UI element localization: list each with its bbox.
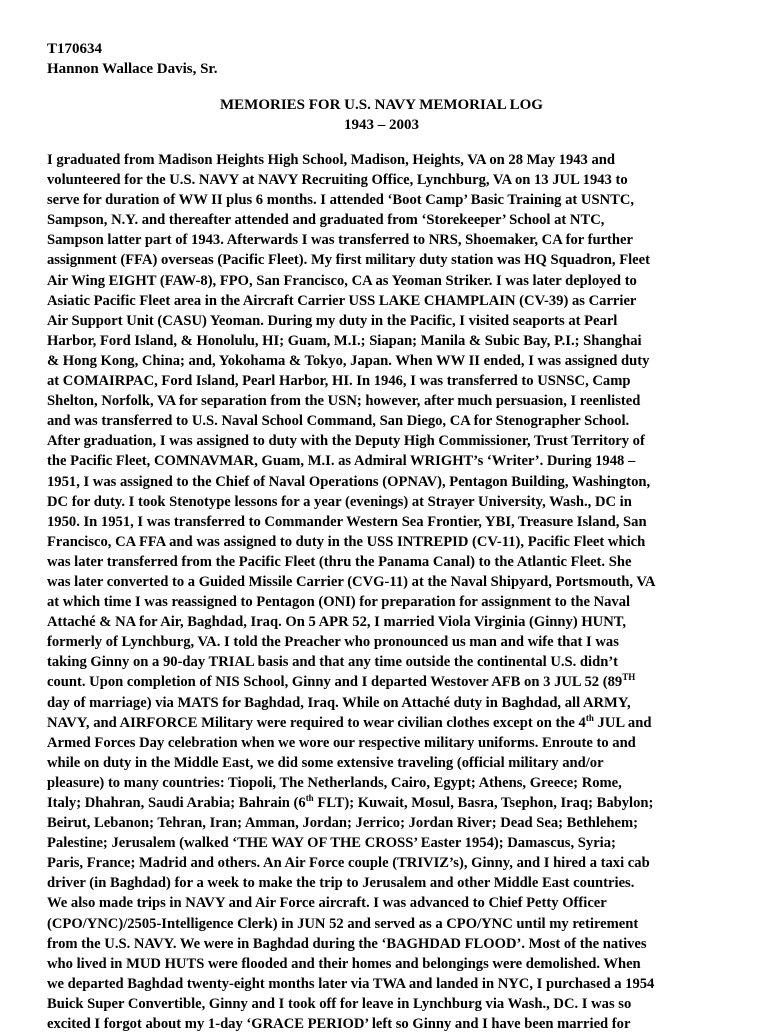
body-line-text: After graduation, I was assigned to duty with the Deputy High Commissioner, Trust Territory of [47, 433, 645, 450]
body-line [47, 612, 759, 632]
body-line-text: NAVY, and AIRFORCE Military were required to wear civilian clothes except on the 4 [47, 714, 586, 731]
body-line [47, 773, 759, 793]
body-line [47, 713, 759, 733]
body-line-text-after: FLT); Kuwait, Mosul, Basra, Tsephon, Iraq; Babylon; [313, 795, 654, 811]
body-line [47, 954, 759, 974]
body-line [47, 250, 759, 270]
body-line-text: 1950. In 1951, I was transferred to Commander Western Sea Frontier, YBI, Treasure Island, San [47, 513, 647, 530]
body-line-text: count. Upon completion of NIS School, Ginny and I departed Westover AFB on 3 JUL 52 (89 [47, 674, 623, 691]
body-line [47, 753, 759, 773]
body-line-text: Attaché & NA for Air, Baghdad, Iraq. On 5 APR 52, I married Viola Virginia (Ginny) HUNT, [47, 614, 627, 631]
body-line-text: DC for duty. I took Stenotype lessons for a year (evenings) at Strayer University, Wash., DC in [47, 493, 632, 510]
author-name: Hannon Wallace Davis, Sr. [47, 61, 218, 77]
body-line-text: formerly of Lynchburg, VA. I told the Preacher who pronounced us man and wife that I was [47, 634, 619, 651]
document-title [0, 95, 763, 135]
body-line-text: at which time I was reassigned to Pentagon (ONI) for preparation for assignment to the Naval [47, 594, 631, 611]
body-line [47, 994, 759, 1014]
body-line-text: and was transferred to U.S. Naval School Command, San Diego, CA for Stenographer School. [47, 413, 630, 430]
body-line [47, 431, 759, 451]
body-line-text: Palestine; Jerusalem (walked ‘THE WAY OF THE CROSS’ Easter 1954); Damascus, Syria; [47, 835, 616, 852]
body-line [47, 893, 759, 913]
body-line [47, 170, 759, 190]
body-line-text: excited I forgot about my 1-day ‘GRACE PERIOD’ left so Ginny and I have been married for [47, 1016, 631, 1033]
title-main: MEMORIES FOR U.S. NAVY MEMORIAL LOG [220, 97, 543, 113]
body-line [47, 572, 759, 592]
body-line [47, 331, 759, 351]
body-line [47, 451, 759, 471]
body-line-text: Air Support Unit (CASU) Yeoman. During my duty in the Pacific, I visited seaports at Pearl [47, 312, 618, 329]
body-line [47, 391, 759, 411]
record-id: T170634 [47, 41, 103, 57]
body-line-text: We also made trips in NAVY and Air Force aircraft. I was advanced to Chief Petty Officer [47, 895, 607, 912]
body-line-text: Shelton, Norfolk, VA for separation from the USN; however, after much persuasion, I reenlisted [47, 393, 641, 410]
body-line-text: was later transferred from the Pacific Fleet (thru the Panama Canal) to the Atlantic Fleet. She [47, 553, 632, 570]
body-line-text: serve for duration of WW II plus 6 months. I attended ‘Boot Camp’ Basic Training at USNTC, [47, 192, 635, 209]
body-line [47, 733, 759, 753]
body-line [47, 552, 759, 572]
body-line-text: & Hong Kong, China; and, Yokohama & Tokyo, Japan. When WW II ended, I was assigned duty [47, 352, 650, 369]
body-line-text: Air Wing EIGHT (FAW-8), FPO, San Francisco, CA as Yeoman Striker. I was later deployed to [47, 272, 637, 289]
body-line-text: I graduated from Madison Heights High School, Madison, Heights, VA on 28 May 1943 and [47, 152, 616, 168]
body-line-text: who lived in MUD HUTS were flooded and their homes and belongings were demolished. When [47, 955, 641, 972]
body-line-text: at COMAIRPAC, Ford Island, Pearl Harbor, HI. In 1946, I was transferred to USNSC, Camp [47, 373, 631, 390]
body-line [47, 512, 759, 532]
ordinal-superscript: th [305, 793, 314, 804]
body-line [47, 652, 759, 672]
body-line-text: Harbor, Ford Island, & Honolulu, HI; Guam, M.I.; Siapan; Manila & Subic Bay, P.I.; Shanghai [47, 332, 642, 349]
body-line [47, 1014, 759, 1034]
body-line-text: from the U.S. NAVY. We were in Baghdad during the ‘BAGHDAD FLOOD’. Most of the natives [47, 935, 647, 952]
body-line-text: Asiatic Pacific Fleet area in the Aircraft Carrier USS LAKE CHAMPLAIN (CV-39) as Carrier [47, 292, 637, 309]
body-line-text: Beirut, Lebanon; Tehran, Iran; Amman, Jordan; Jerrico; Jordan River; Dead Sea; Bethlehem; [47, 815, 639, 832]
body-line [47, 853, 759, 873]
body-line-text: assignment (FFA) overseas (Pacific Fleet). My first military duty station was HQ Squadron, Fleet [47, 252, 650, 269]
body-line-text: Francisco, CA FFA and was assigned to duty in the USS INTREPID (CV-11), Pacific Fleet which [47, 533, 646, 550]
ordinal-superscript: th [585, 712, 594, 723]
body-line [47, 411, 759, 431]
body-line-text: while on duty in the Middle East, we did some extensive traveling (official military and/or [47, 754, 604, 771]
body-line [47, 873, 759, 893]
body-line [47, 833, 759, 853]
body-line [47, 934, 759, 954]
body-line [47, 371, 759, 391]
body-line-text: Paris, France; Madrid and others. An Air Force couple (TRIVIZ’s), Ginny, and I hired a taxi cab [47, 855, 650, 872]
body-line [47, 632, 759, 652]
body-line-text: driver (in Baghdad) for a week to make the trip to Jerusalem and other Middle East countries. [47, 875, 635, 892]
body-line-text: was later converted to a Guided Missile Carrier (CVG-11) at the Naval Shipyard, Portsmouth, VA [47, 573, 656, 590]
document-header [47, 39, 217, 79]
body-line [47, 271, 759, 291]
body-line [47, 472, 759, 492]
body-line-text: Italy; Dhahran, Saudi Arabia; Bahrain (6 [47, 795, 306, 811]
body-line-text: Armed Forces Day celebration when we wore our respective military uniforms. Enroute to and [47, 734, 636, 751]
body-line-text: Buick Super Convertible, Ginny and I took off for leave in Lynchburg via Wash., DC. I was so [47, 995, 632, 1012]
body-line [47, 592, 759, 612]
body-line [47, 492, 759, 512]
body-line-text: volunteered for the U.S. NAVY at NAVY Recruiting Office, Lynchburg, VA on 13 JUL 1943 to [47, 172, 628, 189]
body-line [47, 793, 759, 813]
memoir-body [47, 150, 759, 1034]
body-line-text: taking Ginny on a 90-day TRIAL basis and that any time outside the continental U.S. didn’t [47, 654, 619, 671]
body-line [47, 351, 759, 371]
body-line [47, 693, 759, 713]
body-line-text: the Pacific Fleet, COMNAVMAR, Guam, M.I. as Admiral WRIGHT’s ‘Writer’. During 1948 – [47, 453, 636, 470]
body-line [47, 813, 759, 833]
body-line-text: Sampson latter part of 1943. Afterwards I was transferred to NRS, Shoemaker, CA for further [47, 232, 633, 249]
body-line-text: Sampson, N.Y. and thereafter attended and graduated from ‘Storekeeper’ School at NTC, [47, 212, 605, 229]
body-line-text: pleasure) to many countries: Tiopoli, The Netherlands, Cairo, Egypt; Athens, Greece; Rome, [47, 774, 622, 791]
body-line [47, 230, 759, 250]
title-years: 1943 – 2003 [344, 117, 419, 133]
body-line-text: (CPO/YNC)/2505-Intelligence Clerk) in JUN 52 and served as a CPO/YNC until my retirement [47, 915, 639, 932]
body-line [47, 914, 759, 934]
body-line [47, 672, 759, 692]
body-line-text: 1951, I was assigned to the Chief of Naval Operations (OPNAV), Pentagon Building, Washington, [47, 473, 651, 490]
body-line [47, 311, 759, 331]
body-line-text-after: JUL and [593, 714, 652, 731]
body-line-text: day of marriage) via MATS for Baghdad, Iraq. While on Attaché duty in Baghdad, all ARMY, [47, 694, 631, 711]
body-line-text: we departed Baghdad twenty-eight months later via TWA and landed in NYC, I purchased a 1954 [47, 975, 655, 992]
ordinal-superscript: TH [622, 672, 636, 683]
body-line [47, 532, 759, 552]
body-line [47, 190, 759, 210]
body-line [47, 291, 759, 311]
body-line [47, 974, 759, 994]
body-line [47, 150, 759, 170]
body-line [47, 210, 759, 230]
